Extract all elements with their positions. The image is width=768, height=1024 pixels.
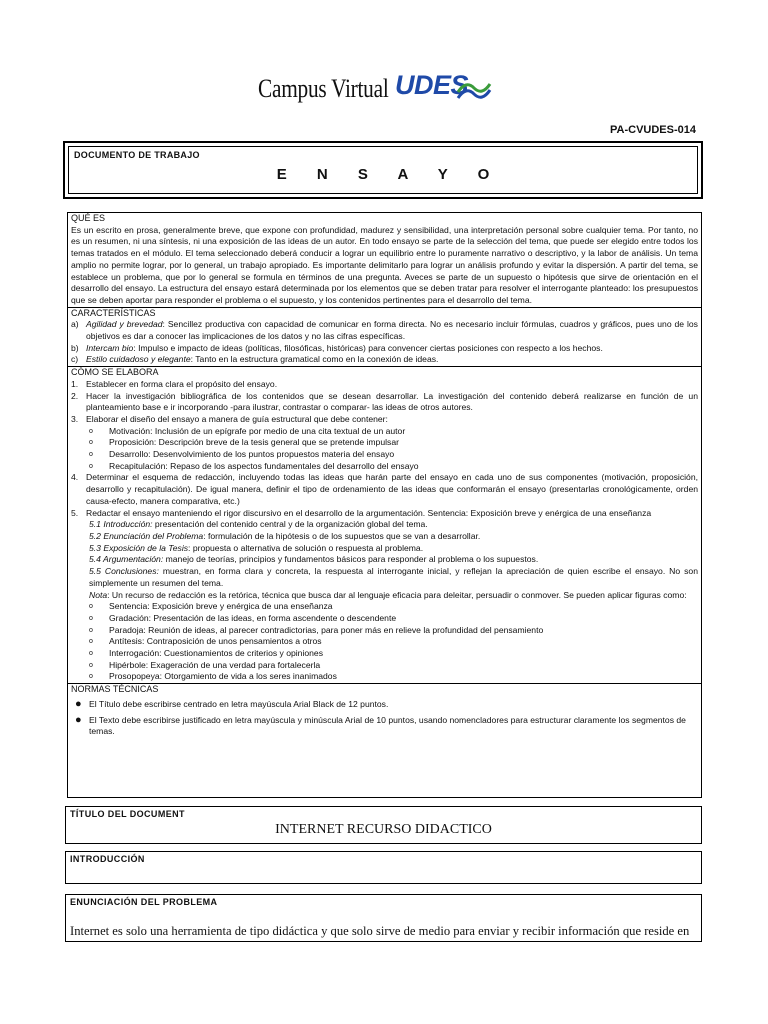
list-item-text — [86, 319, 698, 342]
section-heading: QUÉ ES — [71, 213, 106, 223]
sub-step — [71, 566, 698, 589]
section-heading: CARACTERÍSTICAS — [71, 307, 156, 318]
wave-icon — [456, 78, 492, 102]
sub-bullet-text: Motivación: Inclusión de un epígrafe por medio de una cita textual de un autor — [109, 425, 406, 436]
sub-bullet-text: Proposición: Descripción breve de la tesis general que se pretende impulsar — [109, 437, 399, 448]
list-item — [71, 699, 698, 711]
figure-text: Prosopopeya: Otorgamiento de vida a los seres inanimados — [109, 671, 337, 682]
step-number: 2. — [71, 390, 79, 401]
page-title: E N S A Y O — [276, 166, 503, 183]
section-heading: CÓMO SE ELABORA — [71, 367, 159, 378]
step-item — [71, 472, 698, 507]
step-number: 3. — [71, 413, 79, 424]
step-item — [71, 414, 698, 426]
step-number: 5. — [71, 507, 79, 518]
definition: : Sencillez productiva con capacidad de comunicar en forma directa. No es necesario incluir fórmulas, cuadros y gráficos, pues uno de los objetivos es dar a conocer las implicaciones de los datos y no las cifras específicas. — [86, 319, 698, 342]
sub-step — [71, 554, 698, 566]
introduccion-label: INTRODUCCIÓN — [70, 854, 145, 864]
enunciacion-box — [65, 894, 702, 942]
definition: : Impulso e impacto de ideas (políticas, filosóficas, históricas) para convencer ciertas posiciones con respecto a los hechos. — [133, 342, 603, 353]
logo-campus-text: Campus Virtual — [258, 74, 389, 103]
circle-bullet-icon: o — [89, 439, 93, 447]
step-text: Establecer en forma clara el propósito del ensayo. — [86, 378, 278, 389]
nota-text: : Un recurso de redacción es la retórica, técnica que busca dar al lenguaje eficacia para deleitar, persuadir o conmover. Se pueden aplicar figuras como: — [107, 589, 687, 600]
sub-step-text: manejo de teorías, principios y fundamentos básicos para responder al problema o los supuestos. — [163, 554, 539, 565]
list-item — [71, 354, 698, 366]
sub-bullet — [71, 426, 698, 438]
list-item — [71, 319, 698, 342]
list-marker: a) — [71, 319, 79, 330]
circle-bullet-icon: o — [89, 626, 93, 634]
nota — [71, 590, 698, 602]
list-item-text — [86, 354, 698, 366]
campus-virtual-udes-logo — [258, 68, 498, 108]
step-number: 4. — [71, 472, 79, 483]
sub-step-text: presentación del contenido central y de la organización global del tema. — [152, 519, 428, 530]
enunciacion-label: ENUNCIACIÓN DEL PROBLEMA — [70, 897, 218, 907]
sub-step-text: : formulación de la hipótesis o de los supuestos que se van a desarrollar. — [203, 530, 481, 541]
step-item — [71, 508, 698, 520]
definition: : Tanto en la estructura gramatical como en la conexión de ideas. — [190, 354, 439, 365]
circle-bullet-icon: o — [89, 673, 93, 681]
enunciacion-text: Internet es solo una herramienta de tipo didáctica y que solo sirve de medio para enviar y recibir información que reside en — [70, 924, 690, 938]
figure-item — [71, 625, 698, 637]
sub-step — [71, 531, 698, 543]
figure-text: Antítesis: Contraposición de unos pensamientos a otros — [109, 636, 322, 647]
figure-text: Hipérbole: Exageración de una verdad para fortalecerla — [109, 659, 321, 670]
section-normas-tecnicas — [68, 684, 701, 738]
figure-text: Sentencia: Exposición breve y enérgica de una enseñanza — [109, 601, 333, 612]
sub-bullet — [71, 461, 698, 473]
section-heading: NORMAS TÉCNICAS — [71, 684, 159, 695]
list-item-text: El Texto debe escribirse justificado en letra mayúscula y minúscula Arial de 10 puntos, usando nomencladores para estructurar claramente los segmentos de temas. — [89, 714, 686, 737]
figure-text: Paradoja: Reunión de ideas, al parecer contradictorias, para poner más en relieve la profundidad del pensamiento — [109, 624, 544, 635]
term: Intercam bio — [86, 342, 134, 353]
sub-step-term: 5.2 Enunciación del Problema — [89, 530, 204, 541]
bullet-icon: ● — [75, 713, 82, 726]
section-que-es — [68, 213, 701, 308]
document-code: PA-CVUDES-014 — [610, 124, 696, 136]
sub-step-text: : propuesta o alternativa de solución o respuesta al problema. — [188, 542, 424, 553]
step-text: Elaborar el diseño del ensayo a manera de guía estructural que debe contener: — [86, 413, 388, 424]
sub-bullet — [71, 449, 698, 461]
list-marker: b) — [71, 342, 79, 353]
figure-item — [71, 636, 698, 648]
step-text: Redactar el ensayo manteniendo el rigor discursivo en el desarrollo de la argumentación. Sentencia: Exposición breve y enérgica de una enseñanza — [86, 507, 652, 518]
header-inner-frame — [68, 146, 698, 194]
term: Estilo cuidadoso y elegante — [86, 354, 191, 365]
list-item — [71, 715, 698, 738]
list-item-text: El Título debe escribirse centrado en letra mayúscula Arial Black de 12 puntos. — [89, 698, 389, 709]
bullet-icon: ● — [75, 697, 82, 710]
sub-step-term: 5.3 Exposición de la Tesis — [89, 542, 189, 553]
term: Agilidad y brevedad — [86, 319, 163, 330]
figure-text: Gradación: Presentación de las ideas, en forma ascendente o descendente — [109, 612, 397, 623]
list-marker: c) — [71, 354, 79, 365]
sub-step — [71, 543, 698, 555]
sub-bullet-text: Desarrollo: Desenvolvimiento de los puntos propuestos materia del ensayo — [109, 449, 395, 460]
circle-bullet-icon: o — [89, 661, 93, 669]
list-item-text — [86, 343, 698, 355]
header-box — [63, 141, 703, 199]
circle-bullet-icon: o — [89, 603, 93, 611]
circle-bullet-icon: o — [89, 638, 93, 646]
circle-bullet-icon: o — [89, 451, 93, 459]
step-item — [71, 379, 698, 391]
sub-step-term: 5.5 Conclusiones: — [89, 566, 159, 577]
sub-step-text: muestran, en forma clara y concreta, la respuesta al interrogante inicial, y reflejan la apreciación de quien escribe el ensayo. No son simplemente un resumen del tema. — [89, 566, 698, 588]
step-text: Determinar el esquema de redacción, incluyendo todas las ideas que harán parte del ensayo en cada uno de sus componentes (motivación, proposición, desarrollo y recapitulación). De igual manera, definir el tipo de ordenamiento de las ideas que conformarán el ensayo (presentarlas cronológicamente, orden causa-efecto, manera comparativa, etc.) — [86, 472, 698, 506]
list-item — [71, 343, 698, 355]
circle-bullet-icon: o — [89, 650, 93, 658]
logo-udes-text: UDES — [395, 70, 469, 100]
header-label: DOCUMENTO DE TRABAJO — [74, 150, 200, 160]
introduccion-box — [65, 851, 702, 884]
sub-step-term: 5.4 Argumentación: — [89, 554, 164, 565]
sub-bullet-text: Recapitulación: Repaso de los aspectos fundamentales del desarrollo del ensayo — [109, 460, 419, 471]
step-item — [71, 391, 698, 414]
section-caracteristicas — [68, 308, 701, 368]
sub-step — [71, 519, 698, 531]
instructions-box — [67, 212, 702, 798]
figure-item — [71, 613, 698, 625]
titulo-box — [65, 806, 702, 844]
section-paragraph: Es un escrito en prosa, generalmente breve, que expone con profundidad, madurez y sensibilidad, una interpretación personal sobre cualquier tema. Por tanto, no es un resumen, ni una síntesis, ni una exposición de las ideas de un autor. En todo ensayo se parte de la selección del tema, que puede ser elegido entre todos los temas tratados en el módulo. El tema seleccionado deberá conducir a lograr un equilibrio entre lo puramente narrativo o descriptivo, y la labor de análisis. Un tema amplio no permite lograr, por lo general, un trabajo apropiado. Es importante delimitarlo para lograr un análisis profundo y evitar la dispersión. A partir del tema, se establece un problema, que por lo general se formula en términos de una pregunta. Aveces se parte de un supuesto o hipótesis que sirve de orientación en el desarrollo del ensayo. La estructura del ensayo estará determinada por los elementos que se deben tratar para resolver el interrogante planteado: los presupuestos que se deben aportar para responder el problema o el supuesto, y los contenidos pertinentes para el desarrollo del tema. — [71, 224, 698, 305]
circle-bullet-icon: o — [89, 427, 93, 435]
circle-bullet-icon: o — [89, 462, 93, 470]
figure-text: Interrogación: Cuestionamientos de criterios y opiniones — [109, 648, 324, 659]
figure-item — [71, 671, 698, 683]
sub-step-term: 5.1 Introducción: — [89, 519, 153, 530]
titulo-label: TÍTULO DEL DOCUMENT — [70, 809, 185, 819]
figure-item — [71, 660, 698, 672]
step-text: Hacer la investigación bibliográfica de los contenidos que se desean desarrollar. La investigación del contenido deberá realizarse en función de un planteamiento base e ir incorporando -para ilustrar, contrastar o comparar- las ideas de otros autores. — [86, 390, 698, 413]
step-number: 1. — [71, 378, 79, 389]
sub-bullet — [71, 437, 698, 449]
circle-bullet-icon: o — [89, 614, 93, 622]
figure-item — [71, 601, 698, 613]
figure-item — [71, 648, 698, 660]
section-como-se-elabora — [68, 367, 701, 684]
nota-term: Nota — [89, 589, 108, 600]
document-title: INTERNET RECURSO DIDACTICO — [275, 822, 492, 837]
